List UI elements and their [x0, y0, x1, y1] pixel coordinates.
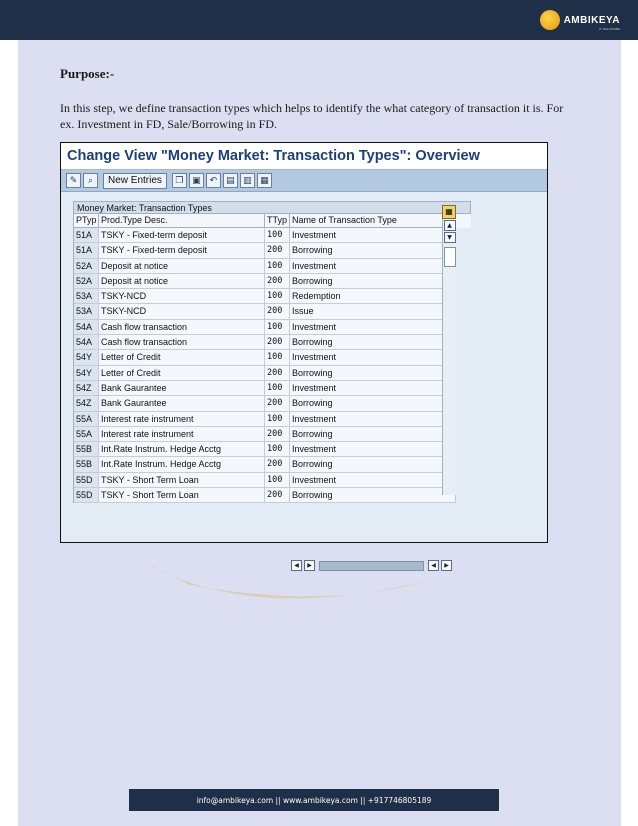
deselect-all-icon[interactable]: ▦: [257, 173, 272, 188]
cell-ptyp[interactable]: 54Z: [74, 381, 99, 396]
column-header-ptyp[interactable]: PTyp: [74, 214, 99, 228]
column-header-ttyp[interactable]: TTyp: [265, 214, 290, 228]
table-row[interactable]: [73, 381, 471, 396]
new-entries-button[interactable]: New Entries: [103, 173, 167, 189]
cell-ttyp[interactable]: 100: [265, 350, 290, 365]
select-all-icon[interactable]: ▤: [223, 173, 238, 188]
cell-prod-type-desc[interactable]: Bank Gaurantee: [99, 396, 265, 411]
cell-ptyp[interactable]: 55B: [74, 457, 99, 472]
cell-ttyp[interactable]: 100: [265, 320, 290, 335]
logo-mark-icon: [540, 10, 560, 30]
cell-ptyp[interactable]: 54A: [74, 320, 99, 335]
cell-ptyp[interactable]: 54A: [74, 335, 99, 350]
cell-ptyp[interactable]: 51A: [74, 243, 99, 258]
cell-prod-type-desc[interactable]: Bank Gaurantee: [99, 381, 265, 396]
table-row[interactable]: [73, 289, 471, 304]
scroll-down-icon[interactable]: ▼: [444, 232, 456, 243]
cell-transaction-name[interactable]: Investment: [290, 259, 456, 274]
table-settings-icon[interactable]: ▦: [442, 205, 456, 219]
cell-prod-type-desc[interactable]: Letter of Credit: [99, 366, 265, 381]
cell-ptyp[interactable]: 53A: [74, 304, 99, 319]
table-header-row: [73, 214, 471, 228]
cell-prod-type-desc[interactable]: TSKY - Fixed-term deposit: [99, 228, 265, 243]
column-header-transaction-name[interactable]: Name of Transaction Type: [290, 214, 456, 228]
scroll-right-icon[interactable]: ▶: [304, 560, 315, 571]
cell-ptyp[interactable]: 54Y: [74, 366, 99, 381]
cell-prod-type-desc[interactable]: Int.Rate Instrum. Hedge Acctg: [99, 442, 265, 457]
cell-ptyp[interactable]: 55A: [74, 412, 99, 427]
cell-transaction-name[interactable]: Borrowing: [290, 274, 456, 289]
header-band: [0, 0, 638, 40]
cell-ptyp[interactable]: 55D: [74, 488, 99, 503]
cell-prod-type-desc[interactable]: Cash flow transaction: [99, 335, 265, 350]
cell-ttyp[interactable]: 200: [265, 457, 290, 472]
scroll-thumb[interactable]: [444, 247, 456, 267]
cell-prod-type-desc[interactable]: Interest rate instrument: [99, 427, 265, 442]
scroll-up-icon[interactable]: ▲: [444, 220, 456, 231]
cell-transaction-name[interactable]: Borrowing: [290, 488, 456, 503]
cell-transaction-name[interactable]: Investment: [290, 412, 456, 427]
cell-ptyp[interactable]: 55B: [74, 442, 99, 457]
cell-ptyp[interactable]: 51A: [74, 228, 99, 243]
transaction-types-table: [73, 201, 471, 503]
cell-transaction-name[interactable]: Investment: [290, 320, 456, 335]
cell-ttyp[interactable]: 100: [265, 381, 290, 396]
scroll-right-end-icon[interactable]: ▶: [441, 560, 452, 571]
sap-window-title: Change View "Money Market: Transaction Types": Overview: [61, 143, 547, 170]
table-row[interactable]: [73, 442, 471, 457]
undo-icon[interactable]: ↶: [206, 173, 221, 188]
table-row[interactable]: [73, 457, 471, 472]
table-row[interactable]: [73, 412, 471, 427]
scroll-left-icon[interactable]: ◀: [291, 560, 302, 571]
table-row[interactable]: [73, 366, 471, 381]
cell-prod-type-desc[interactable]: TSKY-NCD: [99, 289, 265, 304]
table-title: Money Market: Transaction Types: [73, 201, 471, 214]
table-row[interactable]: [73, 274, 471, 289]
table-row[interactable]: [73, 350, 471, 365]
cell-transaction-name[interactable]: Investment: [290, 473, 456, 488]
cell-transaction-name[interactable]: Borrowing: [290, 427, 456, 442]
cell-ttyp[interactable]: 200: [265, 488, 290, 503]
cell-prod-type-desc[interactable]: Cash flow transaction: [99, 320, 265, 335]
cell-prod-type-desc[interactable]: TSKY - Short Term Loan: [99, 488, 265, 503]
cell-prod-type-desc[interactable]: TSKY - Fixed-term deposit: [99, 243, 265, 258]
cell-prod-type-desc[interactable]: Interest rate instrument: [99, 412, 265, 427]
scroll-left-end-icon[interactable]: ◀: [428, 560, 439, 571]
cell-prod-type-desc[interactable]: TSKY - Short Term Loan: [99, 473, 265, 488]
horizontal-scrollbar[interactable]: [291, 560, 452, 571]
vertical-scrollbar[interactable]: [442, 219, 456, 495]
cell-ttyp[interactable]: 200: [265, 427, 290, 442]
cell-transaction-name[interactable]: Borrowing: [290, 366, 456, 381]
cell-transaction-name[interactable]: Redemption: [290, 289, 456, 304]
logo-text: AMBIKEYA: [563, 14, 620, 26]
cell-ttyp[interactable]: 200: [265, 335, 290, 350]
cell-ttyp[interactable]: 100: [265, 259, 290, 274]
table-row[interactable]: [73, 488, 471, 503]
table-row[interactable]: [73, 427, 471, 442]
cell-ptyp[interactable]: 52A: [74, 259, 99, 274]
horizontal-scroll-track[interactable]: [319, 561, 424, 571]
cell-ttyp[interactable]: 200: [265, 274, 290, 289]
cell-transaction-name[interactable]: Investment: [290, 228, 456, 243]
footer-contact: info@ambikeya.com || www.ambikeya.com || +917746805189: [129, 789, 499, 811]
cell-prod-type-desc[interactable]: Int.Rate Instrum. Hedge Acctg: [99, 457, 265, 472]
table-row[interactable]: [73, 228, 471, 243]
sap-screenshot: [60, 142, 548, 569]
cell-transaction-name[interactable]: Borrowing: [290, 396, 456, 411]
cell-ttyp[interactable]: 200: [265, 304, 290, 319]
find-icon[interactable]: ⌕: [83, 173, 98, 188]
table-row[interactable]: [73, 243, 471, 258]
cell-ptyp[interactable]: 55A: [74, 427, 99, 442]
ambikeya-logo: [540, 7, 620, 33]
cell-transaction-name[interactable]: Investment: [290, 381, 456, 396]
cell-prod-type-desc[interactable]: Deposit at notice: [99, 274, 265, 289]
cell-ttyp[interactable]: 100: [265, 412, 290, 427]
watermark-swoosh-icon: [130, 530, 490, 620]
cell-ttyp[interactable]: 200: [265, 396, 290, 411]
cell-prod-type-desc[interactable]: TSKY-NCD: [99, 304, 265, 319]
copy-icon[interactable]: ❐: [172, 173, 187, 188]
column-header-prod-type-desc[interactable]: Prod.Type Desc.: [99, 214, 265, 228]
cell-ttyp[interactable]: 100: [265, 289, 290, 304]
table-body: [73, 228, 471, 503]
logo-subtext: IT SOLUTIONS: [599, 27, 620, 31]
table-row[interactable]: [73, 335, 471, 350]
cell-transaction-name[interactable]: Investment: [290, 442, 456, 457]
cell-prod-type-desc[interactable]: Letter of Credit: [99, 350, 265, 365]
table-row[interactable]: [73, 320, 471, 335]
cell-ptyp[interactable]: 55D: [74, 473, 99, 488]
sap-toolbar: [61, 170, 547, 192]
cell-prod-type-desc[interactable]: Deposit at notice: [99, 259, 265, 274]
cell-ptyp[interactable]: 54Y: [74, 350, 99, 365]
display-change-icon[interactable]: ✎: [66, 173, 81, 188]
cell-ptyp[interactable]: 52A: [74, 274, 99, 289]
table-row[interactable]: [73, 304, 471, 319]
cell-ttyp[interactable]: 100: [265, 473, 290, 488]
delete-icon[interactable]: ▣: [189, 173, 204, 188]
cell-transaction-name[interactable]: Issue: [290, 304, 456, 319]
cell-transaction-name[interactable]: Borrowing: [290, 457, 456, 472]
cell-ptyp[interactable]: 53A: [74, 289, 99, 304]
cell-transaction-name[interactable]: Investment: [290, 350, 456, 365]
table-row[interactable]: [73, 396, 471, 411]
cell-ttyp[interactable]: 200: [265, 243, 290, 258]
sap-body: [61, 192, 547, 569]
table-row[interactable]: [73, 259, 471, 274]
cell-ttyp[interactable]: 100: [265, 228, 290, 243]
cell-transaction-name[interactable]: Borrowing: [290, 335, 456, 350]
cell-ttyp[interactable]: 200: [265, 366, 290, 381]
cell-transaction-name[interactable]: Borrowing: [290, 243, 456, 258]
cell-ttyp[interactable]: 100: [265, 442, 290, 457]
purpose-paragraph: In this step, we define transaction types which helps to identify the what category of transaction it is. For ex. Investment in FD, Sale/Borrowing in FD.: [60, 101, 564, 131]
purpose-heading: Purpose:-: [60, 66, 115, 81]
cell-ptyp[interactable]: 54Z: [74, 396, 99, 411]
select-block-icon[interactable]: ▥: [240, 173, 255, 188]
table-row[interactable]: [73, 473, 471, 488]
